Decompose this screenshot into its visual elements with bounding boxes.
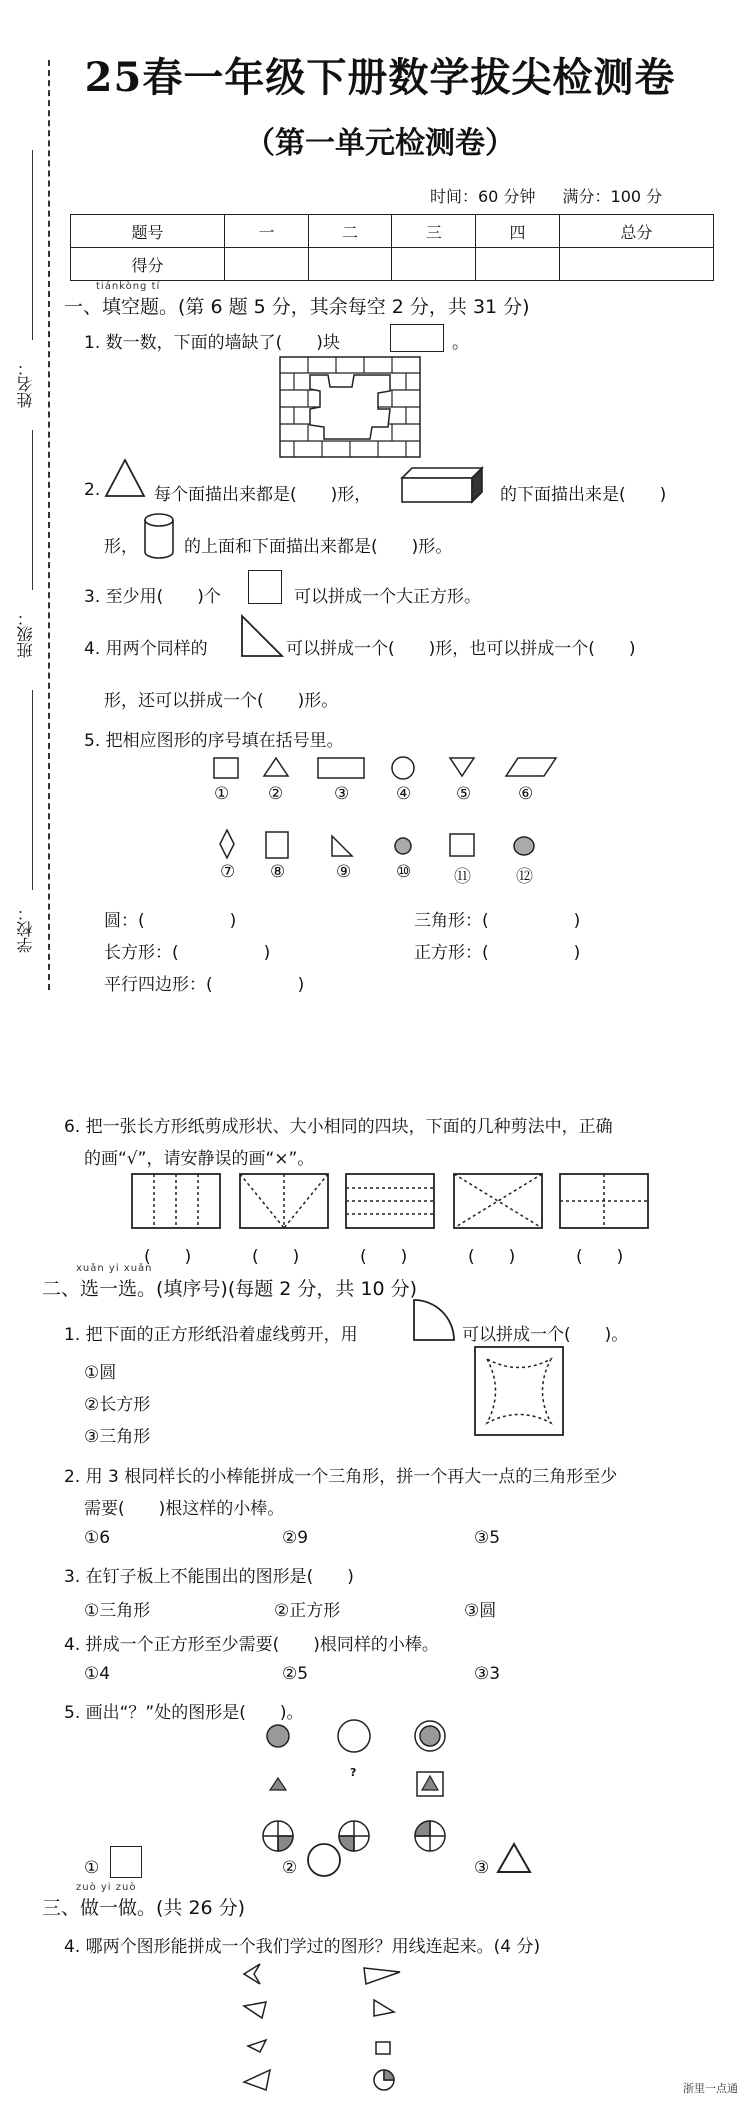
table-cell: 总分 — [559, 215, 713, 248]
square-option-icon — [110, 1846, 142, 1878]
judge-paren[interactable]: ( ) — [360, 1247, 408, 1267]
shape-number: ⑨ — [336, 862, 352, 882]
time-limit: 时间：60 分钟 — [430, 187, 536, 206]
s1-q2-text-c: 形， — [104, 537, 138, 557]
shape-number: ⑫ — [516, 867, 533, 887]
option[interactable]: ③5 — [474, 1528, 501, 1548]
cone-icon — [104, 458, 146, 498]
score-input-cell[interactable] — [476, 248, 560, 281]
footer-watermark: 浙里一点通 — [683, 2082, 738, 2095]
answer-square[interactable]: 正方形：( ) — [414, 943, 581, 963]
option[interactable]: ①三角形 — [84, 1601, 151, 1621]
school-label: 学校： — [16, 905, 35, 953]
s1-q3-text-b: 可以拼成一个大正方形。 — [294, 587, 481, 607]
judge-paren[interactable]: ( ) — [576, 1247, 624, 1267]
s2-q4-text: 4. 拼成一个正方形至少需要( )根同样的小棒。 — [64, 1635, 439, 1655]
score-table — [70, 214, 714, 281]
shape-number: ⑪ — [454, 867, 471, 887]
shape-number: ③ — [334, 784, 350, 804]
cuboid-icon — [400, 466, 484, 504]
s2-q1-text-a: 1. 把下面的正方形纸沿着虚线剪开，用 — [64, 1325, 358, 1345]
s3-q4-text: 4. 哪两个图形能拼成一个我们学过的图形？用线连起来。(4 分) — [64, 1937, 541, 1957]
right-triangle-icon — [238, 614, 284, 658]
option[interactable]: ②5 — [282, 1664, 309, 1684]
table-cell: 三 — [392, 215, 476, 248]
shape-number: ⑤ — [456, 784, 472, 804]
score-table-header-row — [71, 215, 714, 248]
s2-q2-text-a: 2. 用 3 根同样长的小棒能拼成一个三角形，拼一个再大一点的三角形至少 — [64, 1467, 618, 1487]
shape-number: ② — [268, 784, 284, 804]
name-label: 姓名： — [16, 360, 35, 408]
s1-q3-text-a: 3. 至少用( )个 — [84, 587, 221, 607]
class-label: 班级： — [16, 610, 35, 658]
s1-q2-text-a: 每个面描出来都是( )形， — [154, 485, 372, 505]
option[interactable]: ② — [282, 1858, 298, 1878]
page-title: 25春一年级下册数学拔尖检测卷 — [84, 54, 676, 101]
quarter-circle-icon — [412, 1298, 458, 1342]
section2-pinyin: xuǎn yi xuǎn — [76, 1263, 153, 1274]
binding-line — [48, 60, 50, 990]
option[interactable]: ③ — [474, 1858, 490, 1878]
section3-title: 三、做一做。(共 26 分) — [42, 1897, 246, 1919]
s1-q6-text-b: 的画“√”，请安静误的画“×”。 — [84, 1149, 315, 1169]
section3-pinyin: zuò yi zuò — [76, 1882, 137, 1893]
s2-q2-text-b: 需要( )根这样的小棒。 — [84, 1499, 285, 1519]
score-input-cell[interactable] — [308, 248, 392, 281]
score-input-cell[interactable] — [559, 248, 713, 281]
table-cell: 一 — [225, 215, 309, 248]
circle-option-icon — [306, 1842, 346, 1882]
option[interactable]: ① — [84, 1858, 100, 1878]
s2-q5-text: 5. 画出“？”处的图形是( )。 — [64, 1703, 304, 1723]
option[interactable]: ③3 — [474, 1664, 501, 1684]
answer-triangle[interactable]: 三角形：( ) — [414, 911, 581, 931]
question-mark: ? — [350, 1766, 357, 1779]
option[interactable]: ②长方形 — [84, 1395, 151, 1415]
name-blank[interactable] — [32, 150, 33, 340]
s1-q4-text-c: 形，还可以拼成一个( )形。 — [104, 691, 339, 711]
table-cell: 得分 — [71, 248, 225, 281]
shape-number: ⑦ — [220, 862, 236, 882]
s1-q4-text-a: 4. 用两个同样的 — [84, 639, 208, 659]
answer-box[interactable] — [390, 324, 444, 352]
shape-number: ① — [214, 784, 230, 804]
square-icon — [248, 570, 282, 604]
answer-parallelogram[interactable]: 平行四边形：( ) — [104, 975, 305, 995]
s1-q2-text-b: 的下面描出来是( ) — [500, 485, 667, 505]
s1-q1-text: 1. 数一数，下面的墙缺了( )块 — [84, 333, 340, 353]
school-blank[interactable] — [32, 690, 33, 890]
option[interactable]: ①4 — [84, 1664, 111, 1684]
s2-q3-text: 3. 在钉子板上不能围出的图形是( ) — [64, 1567, 354, 1587]
shape-number: ④ — [396, 784, 412, 804]
answer-circle[interactable]: 圆：( ) — [104, 911, 237, 931]
s2-q1-text-b: 可以拼成一个( )。 — [462, 1325, 629, 1345]
judge-paren[interactable]: ( ) — [144, 1247, 192, 1267]
page-subtitle: （第一单元检测卷） — [245, 126, 515, 161]
option[interactable]: ③三角形 — [84, 1427, 151, 1447]
option[interactable]: ①6 — [84, 1528, 111, 1548]
pattern-figure — [262, 1718, 462, 1858]
square-with-curves-figure — [474, 1346, 564, 1436]
exam-meta — [430, 184, 684, 207]
s1-q2-text-d: 的上面和下面描出来都是( )形。 — [184, 537, 453, 557]
s1-q1-end: 。 — [452, 333, 469, 353]
option[interactable]: ②正方形 — [274, 1601, 341, 1621]
score-table-score-row — [71, 248, 714, 281]
option[interactable]: ②9 — [282, 1528, 309, 1548]
matching-shapes-figure — [240, 1962, 410, 2098]
section2-title: 二、选一选。(填序号)(每题 2 分，共 10 分) — [42, 1278, 418, 1300]
brick-wall-figure — [280, 357, 420, 457]
table-cell: 题号 — [71, 215, 225, 248]
option[interactable]: ①圆 — [84, 1363, 117, 1383]
judge-paren[interactable]: ( ) — [252, 1247, 300, 1267]
shapes-figure — [200, 756, 540, 886]
full-score: 满分：100 分 — [562, 187, 663, 206]
class-blank[interactable] — [32, 430, 33, 590]
answer-rectangle[interactable]: 长方形：( ) — [104, 943, 271, 963]
section1-pinyin: tiánkòng tí — [96, 281, 161, 292]
judge-paren[interactable]: ( ) — [468, 1247, 516, 1267]
score-input-cell[interactable] — [225, 248, 309, 281]
triangle-option-icon — [496, 1842, 536, 1878]
s1-q2-num: 2. — [84, 480, 101, 500]
shape-number: ⑥ — [518, 784, 534, 804]
table-cell: 四 — [476, 215, 560, 248]
paper-cut-figures — [130, 1172, 700, 1232]
score-input-cell[interactable] — [392, 248, 476, 281]
s1-q4-text-b: 可以拼成一个( )形，也可以拼成一个( ) — [286, 639, 636, 659]
section1-title: 一、填空题。(第 6 题 5 分，其余每空 2 分，共 31 分) — [64, 296, 530, 318]
shape-number: ⑧ — [270, 862, 286, 882]
s1-q6-text-a: 6. 把一张长方形纸剪成形状、大小相同的四块，下面的几种剪法中，正确 — [64, 1117, 613, 1137]
table-cell: 二 — [308, 215, 392, 248]
cylinder-icon — [142, 512, 176, 560]
shape-number: ⑩ — [396, 862, 412, 882]
option[interactable]: ③圆 — [464, 1601, 497, 1621]
s1-q5-text: 5. 把相应图形的序号填在括号里。 — [84, 731, 344, 751]
